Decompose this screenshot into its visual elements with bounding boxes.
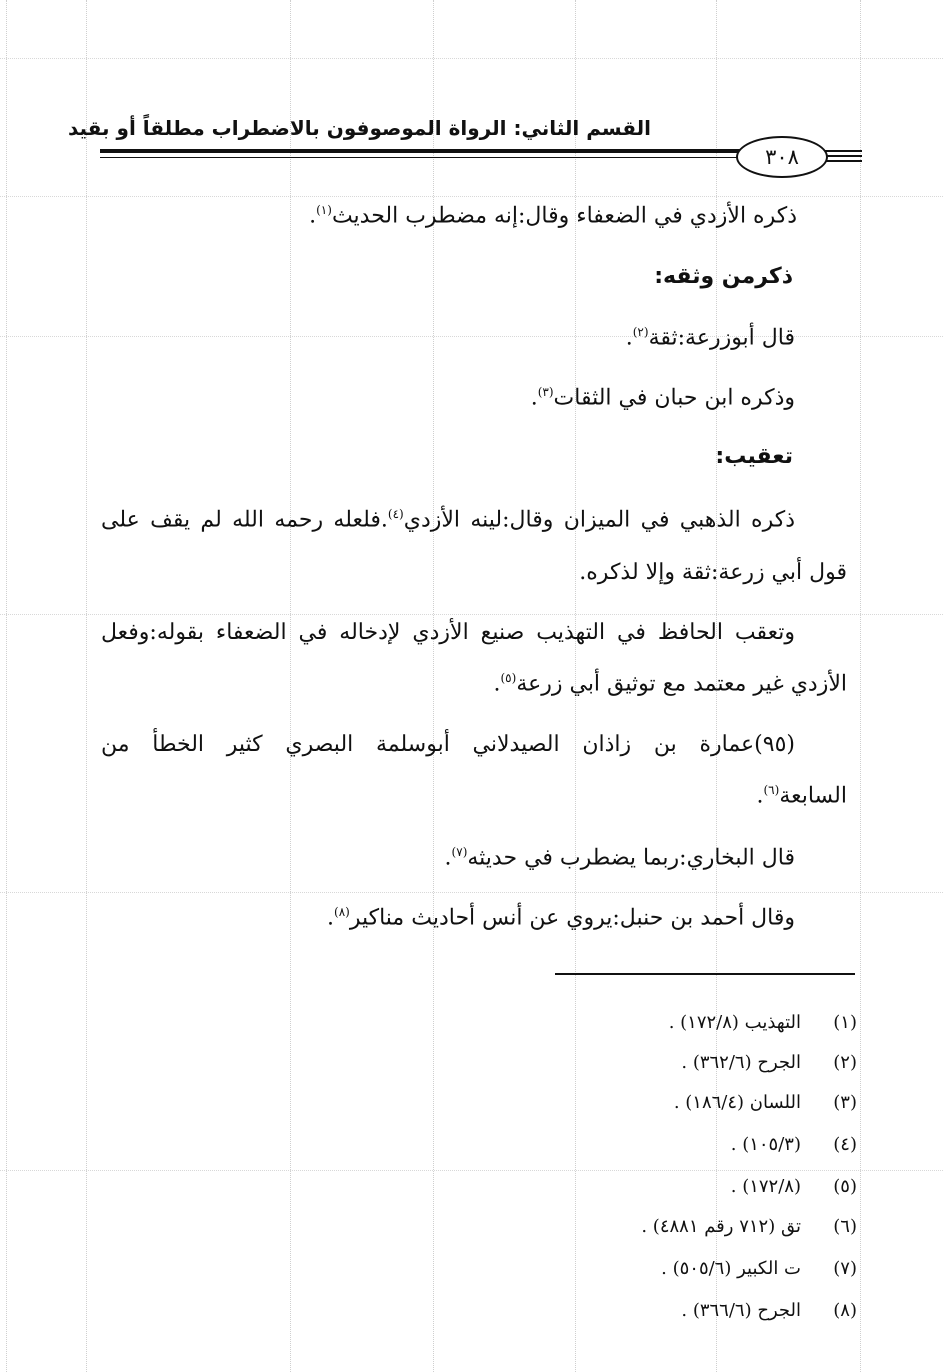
paragraph-text: وقال أحمد بن حنبل:يروي عن أنس أحاديث مناكير	[349, 905, 795, 931]
footnote-ref: (٥)	[500, 671, 517, 685]
narrator-95-line-2	[756, 784, 847, 807]
section-heading-comment: تعقيب:	[715, 444, 793, 469]
page-number-badge	[736, 136, 828, 178]
footnote-6	[641, 1218, 857, 1236]
scan-grid-line	[860, 0, 861, 1372]
footnote-text: تق (٧١٢ رقم ٤٨٨١) .	[641, 1216, 801, 1237]
footnote-text: الجرح (٣٦٢/٦) .	[681, 1052, 801, 1073]
paragraph-text: السابعة	[779, 783, 847, 809]
scan-grid-line	[0, 614, 943, 615]
paragraph-text: الأزدي غير معتمد مع توثيق أبي زرعة	[516, 671, 847, 697]
footnote-text: التهذيب (١٧٢/٨) .	[668, 1012, 801, 1033]
punctuation: .	[327, 905, 335, 931]
paragraph-text: .فلعله رحمه الله لم يقف على	[101, 507, 388, 533]
paragraph-text: ذكره الأزدي في الضعفاء وقال:إنه مضطرب الحديث	[331, 203, 797, 229]
header-rule-thin	[100, 157, 740, 158]
footnote-ref: (٧)	[451, 845, 468, 859]
footnote-number: (٤)	[833, 1134, 857, 1155]
scan-grid-line	[6, 0, 7, 1372]
paragraph-4-line-1	[101, 508, 795, 531]
footnote-text: الجرح (٣٦٦/٦) .	[681, 1300, 801, 1321]
header-rule-ornament	[822, 150, 862, 152]
punctuation: .	[444, 845, 452, 871]
footnote-ref: (٤)	[387, 507, 404, 521]
footnote-text: ت الكبير (٥٠٥/٦) .	[661, 1258, 801, 1279]
footnote-text: اللسان (١٨٦/٤) .	[673, 1092, 801, 1113]
punctuation: .	[756, 783, 764, 809]
footnote-ref: (٣)	[537, 385, 554, 399]
paragraph-text: وذكره ابن حبان في الثقات	[553, 385, 795, 411]
scan-grid-line	[0, 1170, 943, 1171]
paragraph-3	[531, 386, 795, 409]
punctuation: .	[530, 385, 538, 411]
paragraph-text: قال البخاري:ربما يضطرب في حديثه	[467, 845, 795, 871]
footnote-text: (١٧٢/٨) .	[730, 1176, 801, 1197]
footnote-4	[731, 1136, 857, 1154]
narrator-95-line-1: (٩٥)عمارة بن زاذان الصيدلاني أبوسلمة البصري كثير الخطأ من	[101, 732, 795, 757]
paragraph-4-line-2: قول أبي زرعة:ثقة وإلا لذكره.	[579, 560, 847, 585]
scan-grid-line	[0, 58, 943, 59]
scan-grid-line	[0, 892, 943, 893]
page-header-title: القسم الثاني: الرواة الموصوفون بالاضطراب مطلقاً أو بقيد	[67, 116, 651, 140]
punctuation: .	[493, 671, 501, 697]
paragraph-1	[309, 204, 797, 227]
scan-grid-line	[290, 0, 291, 1372]
footnote-number: (٦)	[833, 1216, 857, 1237]
footnote-number: (٣)	[833, 1092, 857, 1113]
footnote-5	[731, 1178, 857, 1196]
paragraph-text: قال أبوزرعة:ثقة	[648, 325, 795, 351]
punctuation: .	[625, 325, 633, 351]
paragraph-5-line-2	[493, 672, 847, 695]
paragraph-8	[327, 906, 795, 929]
footnote-ref: (١)	[316, 203, 332, 217]
scan-grid-line	[0, 196, 943, 197]
footnote-1	[669, 1014, 857, 1032]
paragraph-5-line-1: وتعقب الحافظ في التهذيب صنيع الأزدي لإدخاله في الضعفاء بقوله:وفعل	[101, 620, 795, 645]
footnote-3	[674, 1094, 857, 1112]
page-number: ٣٠٨	[765, 145, 799, 169]
header-rule-thick	[100, 149, 740, 153]
footnote-number: (٥)	[833, 1176, 857, 1197]
footnote-number: (٨)	[833, 1300, 857, 1321]
scan-grid-line	[0, 336, 943, 337]
footnote-number: (١)	[833, 1012, 857, 1033]
paragraph-2	[626, 326, 795, 349]
footnote-ref: (٢)	[632, 325, 649, 339]
scan-grid-line	[86, 0, 87, 1372]
header-rule-ornament	[822, 160, 862, 162]
punctuation: .	[309, 203, 317, 229]
header-rule-ornament	[822, 155, 862, 157]
section-heading-trusted-by: ذكرمن وثقه:	[654, 264, 793, 289]
footnote-separator	[555, 973, 855, 975]
paragraph-text: ذكره الذهبي في الميزان وقال:لينه الأزدي	[403, 507, 795, 533]
footnote-number: (٧)	[833, 1258, 857, 1279]
footnote-7	[661, 1260, 857, 1278]
paragraph-7	[445, 846, 795, 869]
footnote-text: (١٠٥/٣) .	[730, 1134, 801, 1155]
footnote-ref: (٨)	[334, 905, 350, 919]
footnote-2	[681, 1054, 857, 1072]
footnote-ref: (٦)	[763, 783, 780, 797]
footnote-number: (٢)	[833, 1052, 857, 1073]
footnote-8	[681, 1302, 857, 1320]
